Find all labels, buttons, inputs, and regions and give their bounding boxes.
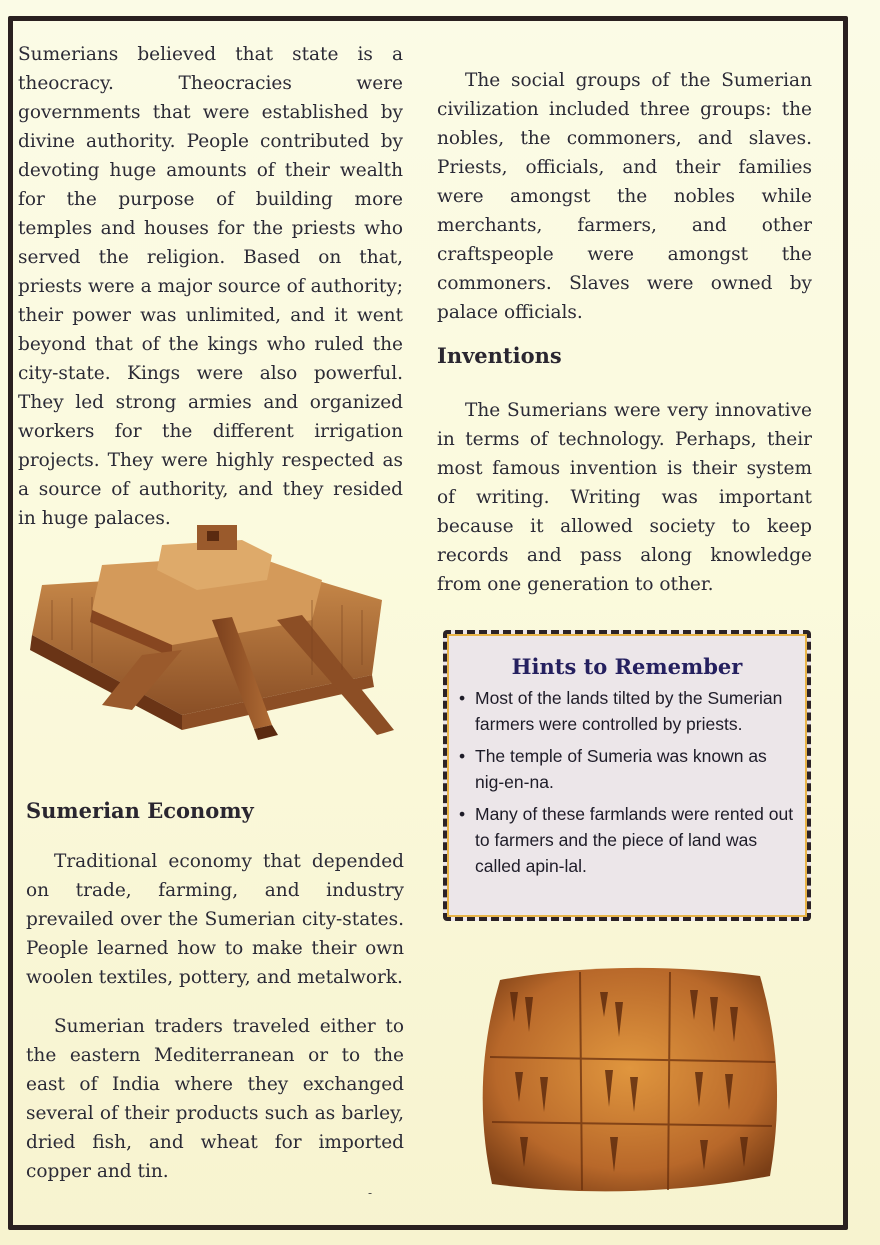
bullet-icon: • (459, 746, 466, 766)
ziggurat-illustration (22, 525, 402, 745)
bullet-icon: • (459, 688, 466, 708)
bullet-icon: • (459, 804, 466, 824)
right-column (437, 66, 812, 327)
inventions-heading: Inventions (437, 343, 562, 368)
hints-list (447, 685, 807, 879)
hint-item: • Many of these farmlands were rented out to farmers and the piece of land was called apin-lal. (459, 801, 795, 879)
economy-paragraph-1: Traditional economy that depended on trade, farming, and industry prevailed over the Sumerian city-states. People learned how to make their own woolen textiles, pottery, and metalwork. (26, 851, 404, 988)
economy-paragraph-2: Sumerian traders traveled either to the eastern Mediterranean or to the east of India where they exchanged several of their products such as barley, dried fish, and wheat for imported copper and tin. (26, 1016, 404, 1182)
left-column (18, 40, 403, 533)
theocracy-paragraph: Sumerians believed that state is a theocracy. Theocracies were governments that were established by divine authority. People contributed by devoting huge amounts of their wealth for the purpose of building more temples and houses for the priests who served the religion. Based on that, priests were a major source of authority; their power was unlimited, and it went beyond that of the kings who ruled the city-state. Kings were also powerful. They led strong armies and organized workers for the different irrigation projects. They were highly respected as a source of authority, and they resided in huge palaces. (18, 44, 403, 529)
social-groups-paragraph: The social groups of the Sumerian civilization included three groups: the nobles, the commoners, and slaves. Priests, officials, and their families were amongst the nobles while merchants, farmers, and other craftspeople were amongst the commoners. Slaves were owned by palace officials. (437, 70, 812, 323)
hints-title: Hints to Remember (511, 654, 743, 679)
hints-box (443, 630, 811, 921)
hint-item: • The temple of Sumeria was known as nig-en-na. (459, 743, 795, 795)
hint-item: • Most of the lands tilted by the Sumerian farmers were controlled by priests. (459, 685, 795, 737)
cuneiform-tablet-photo (470, 962, 786, 1198)
page-number: - (368, 1186, 373, 1200)
inventions-paragraph: The Sumerians were very innovative in terms of technology. Perhaps, their most famous invention is their system of writing. Writing was important because it allowed society to keep records and pass along knowledge from one generation to other. (437, 400, 812, 595)
economy-heading: Sumerian Economy (26, 798, 254, 823)
